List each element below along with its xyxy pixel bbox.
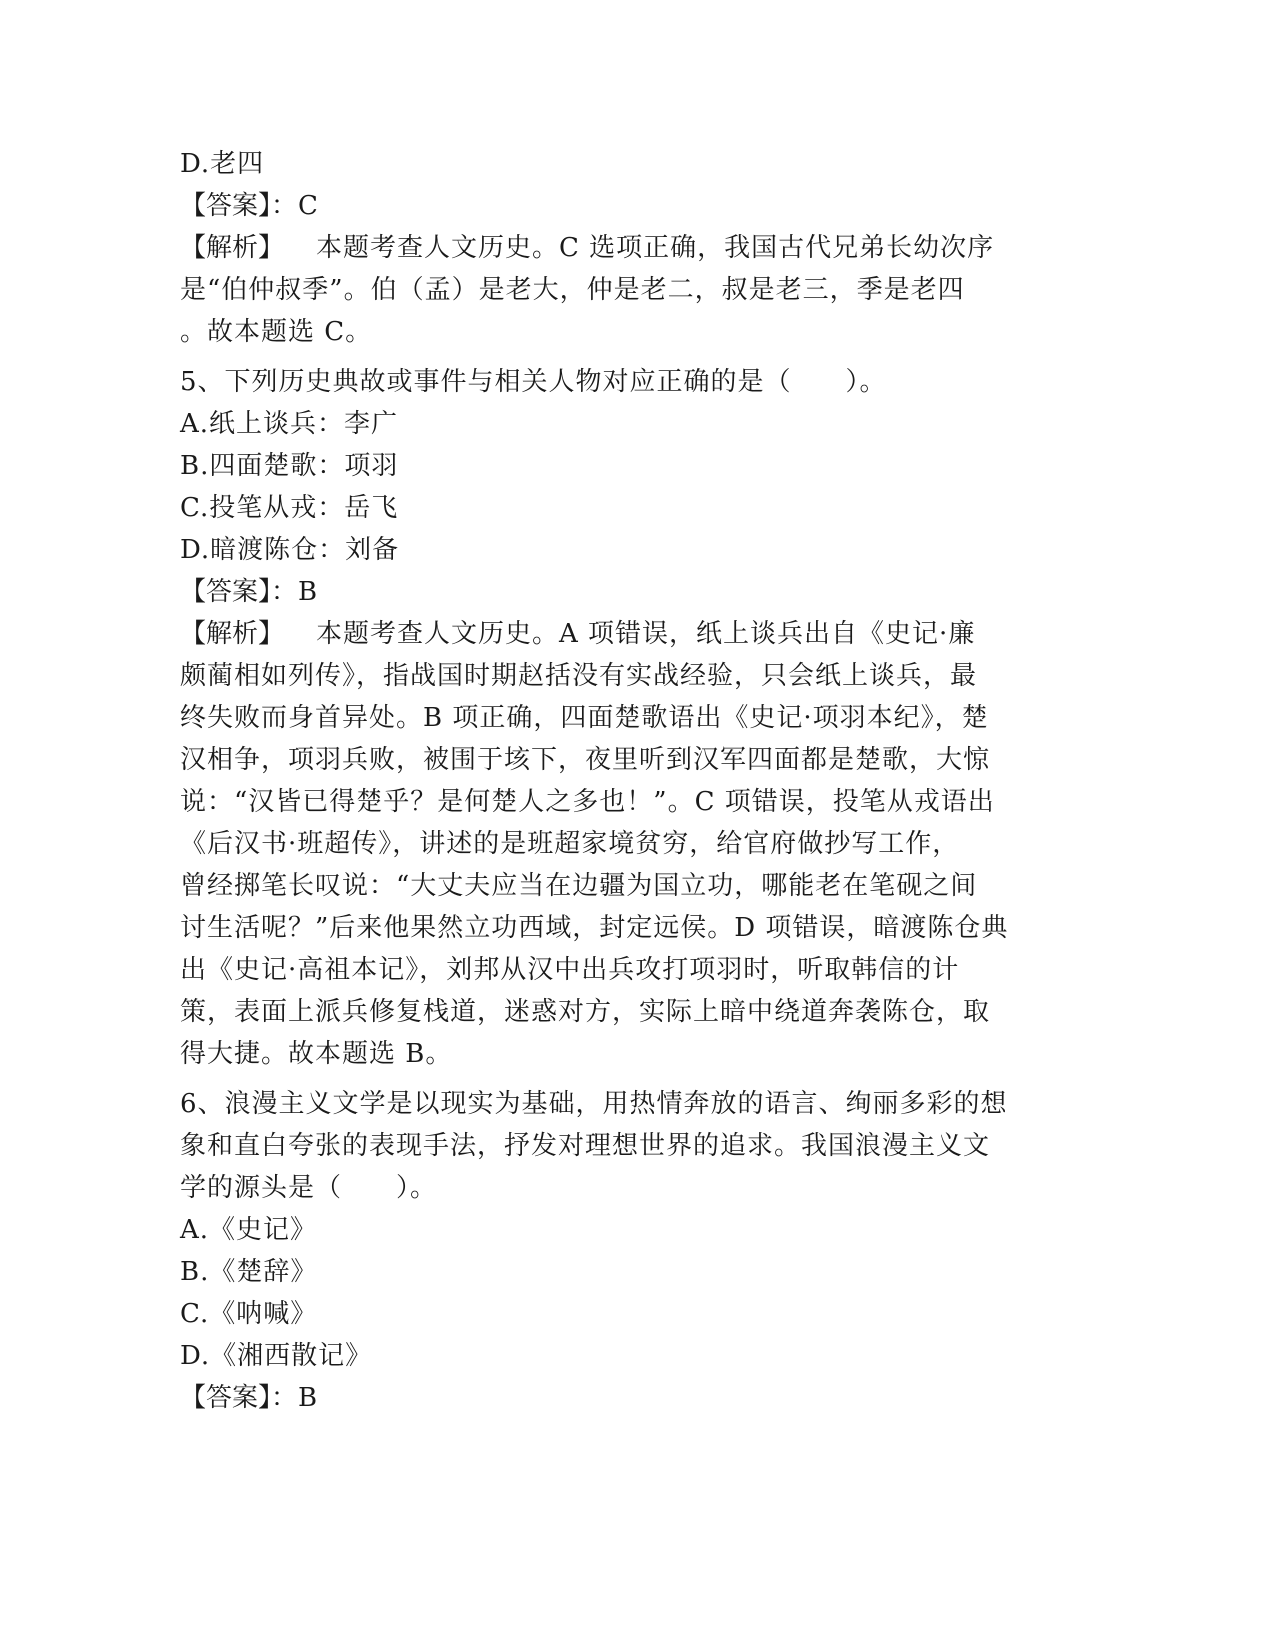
q5-option-c: C.投笔从戎：岳飞: [180, 493, 399, 523]
answer-label: 【答案】: [180, 1383, 272, 1413]
q5-option-b: B.四面楚歌：项羽: [180, 451, 399, 481]
q6-option-d: D.《湘西散记》: [180, 1341, 373, 1371]
q5-analysis-line: 得大捷。故本题选 B。: [180, 1039, 453, 1069]
q4-option-d: D.老四: [180, 149, 265, 179]
q5-analysis-line: 《后汉书·班超传》，讲述的是班超家境贫穷，给官府做抄写工作，: [180, 829, 960, 859]
q6-stem-line: 学的源头是（ ）。: [180, 1173, 438, 1203]
q5-stem: 5、下列历史典故或事件与相关人物对应正确的是（ ）。: [180, 367, 887, 397]
analysis-text: 本题考查人文历史。A 项错误，纸上谈兵出自《史记·廉: [316, 619, 976, 649]
q5-analysis-line: [180, 613, 1100, 655]
q6-option-c: C.《呐喊》: [180, 1299, 318, 1329]
analysis-label: 【解析】: [180, 233, 285, 263]
q5-analysis-line: 终失败而身首异处。B 项正确，四面楚歌语出《史记·项羽本纪》，楚: [180, 703, 989, 733]
q5-analysis-line: 说：“汉皆已得楚乎？是何楚人之多也！”。C 项错误，投笔从戎语出: [180, 787, 995, 817]
analysis-label: 【解析】: [180, 619, 285, 649]
q5-option-d: D.暗渡陈仓：刘备: [180, 535, 400, 565]
answer-value: ：B: [271, 577, 319, 607]
q6-answer: [180, 1377, 1100, 1419]
q5-answer: [180, 571, 1100, 613]
answer-value: ：C: [271, 191, 319, 221]
q5-analysis-line: 出《史记·高祖本记》，刘邦从汉中出兵攻打项羽时，听取韩信的计: [180, 955, 960, 985]
analysis-text: 本题考查人文历史。C 选项正确，我国古代兄弟长幼次序: [316, 233, 995, 263]
q4-analysis-line: 。故本题选 C。: [180, 317, 373, 347]
q6-option-b: B.《楚辞》: [180, 1257, 318, 1287]
q5-analysis-line: 策，表面上派兵修复栈道，迷惑对方，实际上暗中绕道奔袭陈仓，取: [180, 997, 991, 1027]
q5-analysis-line: 曾经掷笔长叹说：“大丈夫应当在边疆为国立功，哪能老在笔砚之间: [180, 871, 978, 901]
q5-option-a: A.纸上谈兵：李广: [180, 409, 399, 439]
q4-analysis-line: 是“伯仲叔季”。伯（孟）是老大，仲是老二，叔是老三，季是老四: [180, 275, 965, 305]
q5-analysis-line: 讨生活呢？”后来他果然立功西域，封定远侯。D 项错误，暗渡陈仓典: [180, 913, 1009, 943]
answer-value: ：B: [271, 1383, 319, 1413]
q4-answer: [180, 185, 1100, 227]
q6-stem-line: 象和直白夸张的表现手法，抒发对理想世界的追求。我国浪漫主义文: [180, 1131, 991, 1161]
q6-option-a: A.《史记》: [180, 1215, 318, 1245]
document-page: [180, 143, 1100, 1419]
answer-label: 【答案】: [180, 191, 272, 221]
q5-analysis-line: 颇蔺相如列传》，指战国时期赵括没有实战经验，只会纸上谈兵，最: [180, 661, 978, 691]
q6-stem-line: 6、浪漫主义文学是以现实为基础，用热情奔放的语言、绚丽多彩的想: [180, 1089, 1008, 1119]
q4-analysis-line: [180, 227, 1100, 269]
q5-analysis-line: 汉相争，项羽兵败，被围于垓下，夜里听到汉军四面都是楚歌，大惊: [180, 745, 991, 775]
answer-label: 【答案】: [180, 577, 272, 607]
